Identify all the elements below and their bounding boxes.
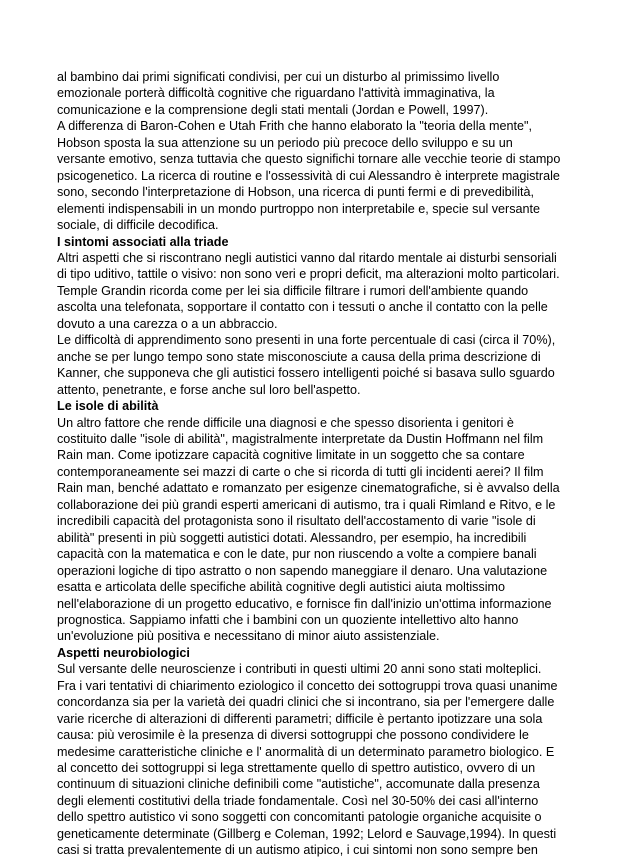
text-line: incredibili capacità del protagonista sono il risultato dell'accostamento di varie "isole di — [57, 514, 536, 529]
text-line: nell'elaborazione di un progetto educativo, e fornisce fin dall'inizio un'ottima informazione — [57, 596, 552, 611]
text-line: Kanner, che supponeva che gli autistici fossero intelligenti poiché si basava sullo sguardo — [57, 366, 555, 381]
section-heading: I sintomi associati alla triade — [57, 234, 229, 249]
text-line: degli elementi costitutivi della triade fondamentale. Così nel 30-50% dei casi all'interno — [57, 793, 539, 808]
text-line: esatta e articolata delle specifiche abilità cognitive degli autistici aiuta moltissimo — [57, 580, 506, 595]
text-line: psicogenetico. La ricerca di routine e l'ossessività di cui Alessandro è interprete magistrale — [57, 168, 560, 183]
text-line: prognostica. Sappiamo infatti che i bambini con un quoziente intellettivo alto hanno — [57, 612, 519, 627]
paragraph — [57, 661, 577, 858]
text-line: Le difficoltà di apprendimento sono presenti in una forte percentuale di casi (circa il 70%), — [57, 333, 556, 348]
text-line: elementi indispensabili in un mondo purtroppo non interpretabile e, specie sul versante — [57, 201, 541, 216]
text-line: ascolta una telefonata, sopportare il contatto con i tessuti o anche il contatto con la pelle — [57, 300, 548, 315]
text-line: emozionale porterà difficoltà cognitive che riguardano l'attività immaginativa, la — [57, 86, 495, 101]
text-line: contemporaneamente sei mazzi di carte o che si ricorda di tutti gli incidenti aerei? Il film — [57, 464, 544, 479]
document-body — [57, 69, 577, 859]
text-line: collaborazione dei più grandi esperti americani di autismo, tra i quali Rimland e Ritvo, e le — [57, 497, 556, 512]
text-line: Un altro fattore che rende difficile una diagnosi e che spesso disorienta i genitori è — [57, 415, 514, 430]
text-line: al bambino dai primi significati condivisi, per cui un disturbo al primissimo livello — [57, 70, 500, 84]
text-line: Fra i vari tentativi di chiarimento eziologico il concetto dei sottogruppi trova quasi unanime — [57, 678, 558, 693]
paragraph — [57, 332, 577, 398]
text-line: geneticamente determinate (Gillberg e Coleman, 1992; Lelord e Sauvage,1994). In questi — [57, 826, 557, 841]
text-line: Sul versante delle neuroscienze i contributi in questi ultimi 20 anni sono stati molteplici. — [57, 662, 542, 677]
section-heading: Le isole di abilità — [57, 399, 159, 414]
text-line: sociale, di difficile decodifica. — [57, 218, 219, 233]
paragraph — [57, 118, 577, 233]
text-line: versante emotivo, senza tuttavia che questo significhi tornare alle vecchie teorie di stampo — [57, 152, 561, 167]
text-line: Rain man. Come ipotizzare capacità cognitive limitate in un soggetto che sa contare — [57, 448, 525, 463]
text-line: Altri aspetti che si riscontrano negli autistici vanno dal ritardo mentale ai disturbi sensoriali — [57, 250, 557, 265]
text-line: attento, penetrante, e forse anche sul loro bell'aspetto. — [57, 382, 361, 397]
paragraph — [57, 415, 577, 645]
text-line: al concetto dei sottogruppi si lega strettamente quello di spettro autistico, ovvero di un — [57, 761, 536, 776]
text-line: capacità con la matematica e con le date, pur non riuscendo a volte a compiere banali — [57, 547, 537, 562]
section-heading: Aspetti neurobiologici — [57, 645, 190, 660]
text-line: sono, secondo l'interpretazione di Hobson, una ricerca di punti fermi e di prevedibilità, — [57, 185, 535, 200]
text-line: costituito dalle "isole di abilità", magistralmente interpretate da Dustin Hoffmann nel film — [57, 431, 544, 446]
text-line: causa: più verosimile è la presenza di diversi sottogruppi che possono condividere le — [57, 728, 529, 743]
text-line: anche se per lungo tempo sono state misconosciute a causa della prima descrizione di — [57, 349, 541, 364]
text-line: continuum di situazioni cliniche definibili come "autistiche", accomunate dalla presenza — [57, 777, 540, 792]
paragraph — [57, 283, 577, 332]
text-line: comunicazione e la comprensione degli stati mentali (Jordan e Powell, 1997). — [57, 102, 489, 117]
text-line: casi si tratta prevalentemente di un autismo atipico, i cui sintomi non sono sempre ben — [57, 843, 538, 858]
paragraph — [57, 250, 577, 283]
text-line: Temple Grandin ricorda come per lei sia difficile filtrare i rumori dell'ambiente quando — [57, 283, 529, 298]
text-line: dello spettro autistico vi sono soggetti con concomitanti patologie organiche acquisite o — [57, 810, 542, 825]
text-line: A differenza di Baron-Cohen e Utah Frith che hanno elaborato la "teoria della mente", — [57, 119, 532, 134]
text-line: dovuto a una carezza o a un abbraccio. — [57, 316, 278, 331]
text-line: abilità" presenti in più soggetti autistici dotati. Alessandro, per esempio, ha incredibili — [57, 530, 527, 545]
paragraph — [57, 69, 577, 118]
text-line: medesime caratteristiche cliniche e l' anormalità di un determinato parametro biologico. E — [57, 744, 555, 759]
text-line: varie ricerche di alterazioni di differenti parametri; difficile è pertanto ipotizzare una sola — [57, 711, 543, 726]
text-line: Rain man, benché adattato e romanzato per esigenze cinematografiche, si è avvalso della — [57, 481, 560, 496]
text-line: un'evoluzione più positiva e necessitano di minor aiuto assistenziale. — [57, 629, 440, 644]
text-line: Hobson sposta la sua attenzione su un periodo più precoce dello sviluppo e su un — [57, 135, 513, 150]
text-line: concordanza sia per la varietà dei quadri clinici che si incontrano, sia per l'emergere dalle — [57, 695, 555, 710]
text-line: operazioni logiche di tipo astratto o non sapendo maneggiare il denaro. Una valutazione — [57, 563, 548, 578]
text-line: di tipo uditivo, tattile o visivo: non sono veri e propri deficit, ma alterazioni molto particolari. — [57, 267, 560, 282]
